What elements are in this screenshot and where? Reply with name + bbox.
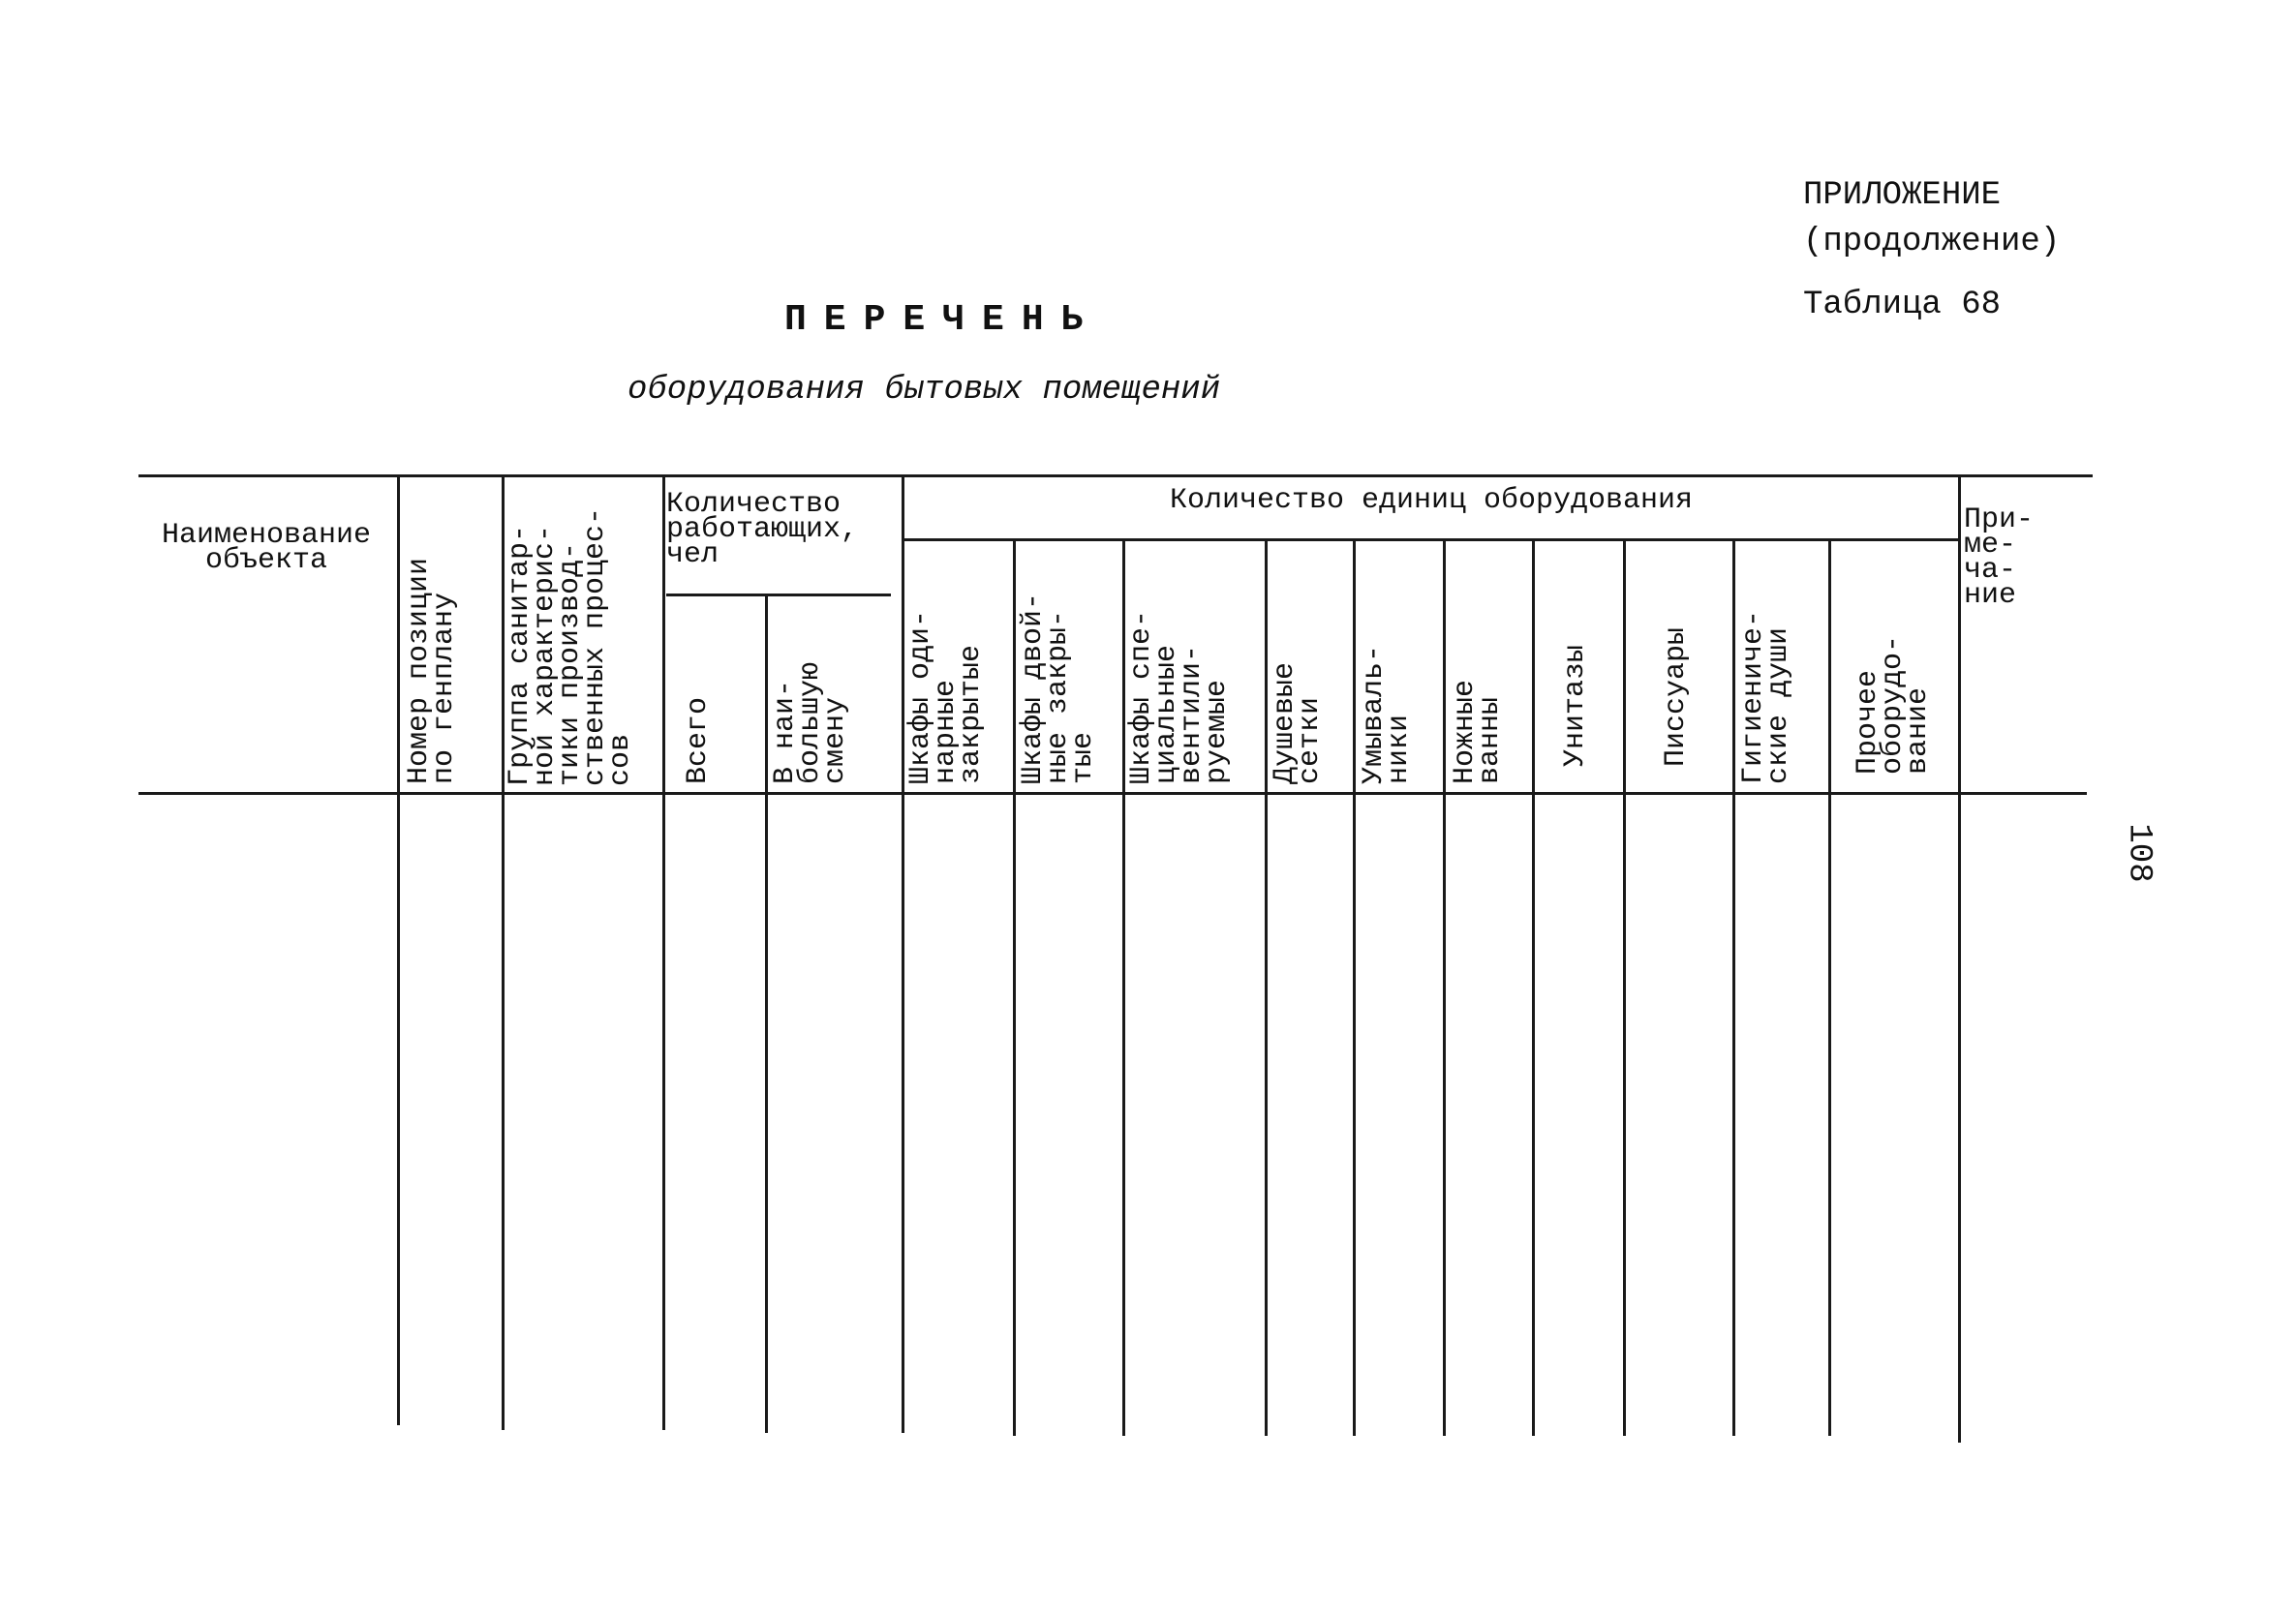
header-eq-special-closets: Шкафы спе- циальные вентили- руемые: [1125, 609, 1234, 784]
header-workers: Количество работающих, чел: [666, 488, 859, 571]
header-eq-shower-nets: Душевые сетки: [1269, 661, 1327, 784]
col-divider: [1532, 540, 1535, 1436]
appendix-label: ПРИЛОЖЕНИЕ (продолжение): [1803, 177, 2061, 260]
workers-header-rule: [666, 594, 891, 596]
header-eq-urinals: Писсуары: [1660, 626, 1693, 767]
table-number: Таблица 68: [1803, 287, 2002, 323]
header-eq-hygiene-showers: Гигиениче- ские души: [1737, 609, 1795, 784]
header-eq-single-closets: Шкафы оди- нарные закрытые: [904, 609, 988, 784]
document-subtitle: оборудования бытовых помещений: [628, 372, 1221, 409]
table-header-bottom-rule: [138, 792, 2087, 795]
col-divider: [1732, 540, 1735, 1436]
col-divider: [1443, 540, 1446, 1436]
col-divider: [397, 476, 400, 1425]
table-top-rule: [138, 474, 2093, 477]
header-workers-total: Всего: [682, 696, 715, 784]
equipment-header-rule: [904, 538, 1958, 541]
header-object-name: Наименование объекта: [161, 519, 372, 577]
col-divider: [1353, 540, 1356, 1436]
col-divider: [765, 595, 768, 1433]
header-eq-other: Прочее оборудо- вание: [1852, 634, 1935, 775]
header-eq-double-closets: Шкафы двой- ные закры- тые: [1017, 592, 1100, 784]
col-divider: [1013, 540, 1016, 1436]
header-sanitary-group: Группа санитар- ной характерис- тики производ- ственных процес- сов: [504, 506, 637, 786]
header-eq-toilets: Унитазы: [1559, 644, 1592, 767]
col-divider: [662, 476, 665, 1430]
col-divider: [1958, 476, 1961, 1443]
page-number: 108: [2120, 823, 2158, 883]
document-title: ПЕРЕЧЕНЬ: [784, 299, 1101, 341]
header-eq-foot-baths: Ножные ванны: [1449, 679, 1507, 784]
col-divider: [1828, 540, 1831, 1436]
header-position-number: Номер позиции по генплану: [403, 557, 461, 784]
header-equipment: Количество единиц оборудования: [1169, 484, 1694, 517]
col-divider: [1623, 540, 1626, 1436]
col-divider: [1265, 540, 1268, 1436]
header-workers-max-shift: В наи- большую смену: [769, 661, 852, 784]
header-eq-sinks: Умываль- ники: [1358, 644, 1416, 784]
header-note: При- ме- ча- ние: [1964, 503, 2035, 612]
